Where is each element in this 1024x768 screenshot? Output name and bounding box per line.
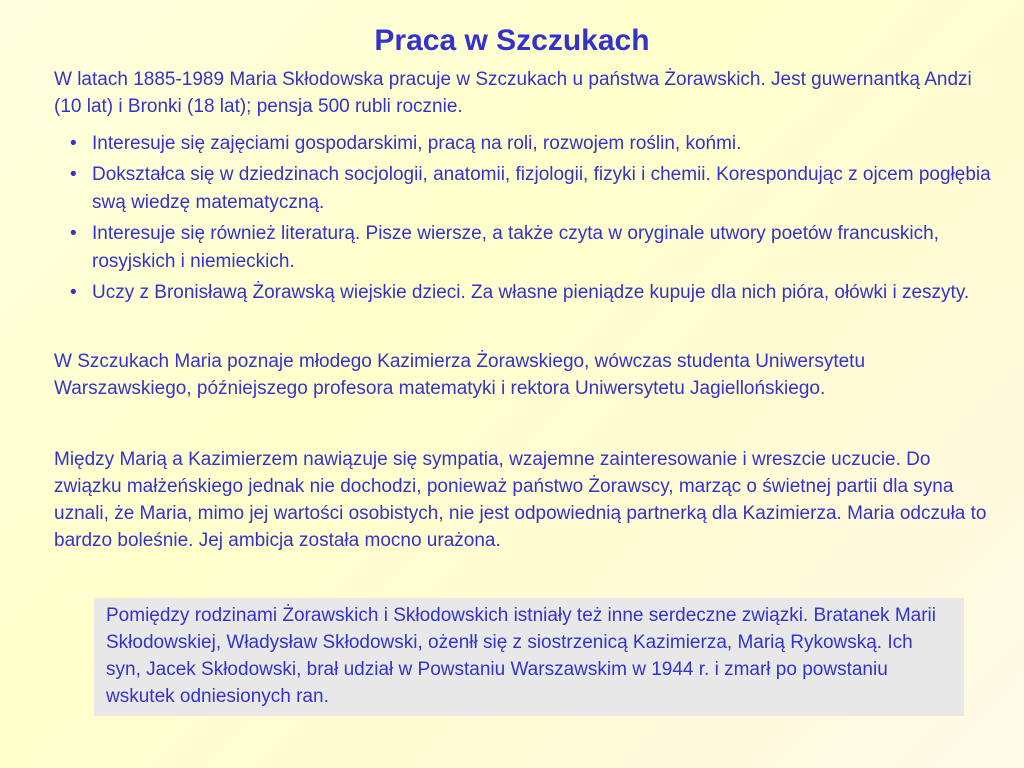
- bullet-dot-icon: •: [70, 164, 77, 185]
- bullet-text: Uczy z Bronisławą Żorawską wiejskie dzieci. Za własne pieniądze kupuje dla nich pióra, ołówki i zeszyty.: [92, 282, 970, 303]
- bullet-item: [54, 161, 994, 217]
- bullet-item: [54, 279, 994, 307]
- bullet-dot-icon: •: [70, 223, 77, 244]
- bullet-text: Dokształca się w dziedzinach socjologii, anatomii, fizjologii, fizyki i chemii. Korespondując z ojcem pogłębia swą wiedzę matematyczną.: [92, 164, 991, 213]
- bullet-item: [54, 220, 994, 276]
- bullet-list: [54, 130, 994, 310]
- bullet-dot-icon: •: [70, 133, 77, 154]
- paragraph-meeting: W Szczukach Maria poznaje młodego Kazimierza Żorawskiego, wówczas studenta Uniwersytetu Warszawskiego, późniejszego profesora matematyki i rektora Uniwersytetu Jagiellońskiego.: [54, 351, 866, 399]
- intro-paragraph: W latach 1885-1989 Maria Skłodowska pracuje w Szczukach u państwa Żorawskich. Jest guwernantką Andzi (10 lat) i Bronki (18 lat); pensja 500 rubli rocznie.: [54, 69, 972, 117]
- paragraph-relationship: Między Marią a Kazimierzem nawiązuje się sympatia, wzajemne zainteresowanie i wreszcie uczucie. Do związku małżeńskiego jednak nie dochodzi, ponieważ państwo Żorawscy, marząc o świetnej partii dla syna uznali, że Maria, mimo jej wartości osobistych, nie jest odpowiednią partnerką dla Kazimierza. Maria odczuła to bardzo boleśnie. Jej ambicja została mocno urażona.: [54, 449, 987, 551]
- bullet-text: Interesuje się zajęciami gospodarskimi, pracą na roli, rozwojem roślin, końmi.: [92, 133, 742, 154]
- slide-title: Praca w Szczukach: [374, 24, 650, 57]
- bullet-item: [54, 130, 994, 158]
- note-box: Pomiędzy rodzinami Żorawskich i Skłodowskich istniały też inne serdeczne związki. Bratanek Marii Skłodowskiej, Władysław Skłodowski, ożenłł się z siostrzenicą Kazimierza, Marią Rykowską. Ich syn, Jacek Skłodowski, brał udział w Powstaniu Warszawskim w 1944 r. i zmarł po powstaniu wskutek odniesionych ran.: [94, 598, 964, 716]
- bullet-dot-icon: •: [70, 282, 77, 303]
- bullet-text: Interesuje się również literaturą. Pisze wiersze, a także czyta w oryginale utwory poetów francuskich, rosyjskich i niemieckich.: [92, 223, 939, 272]
